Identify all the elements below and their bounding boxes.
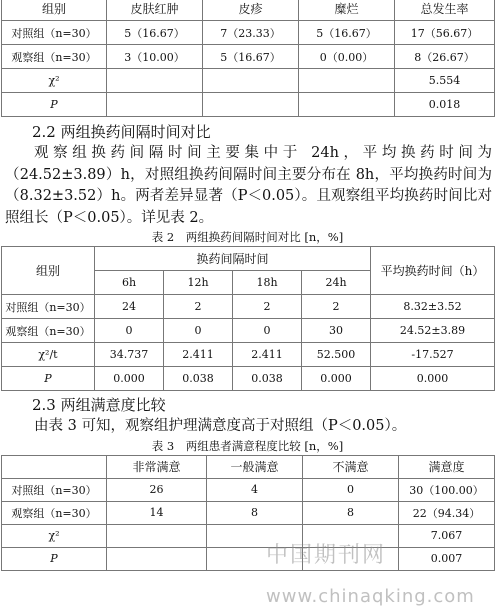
table-3-header-cell <box>2 455 107 478</box>
table-row <box>2 524 495 547</box>
table-cell: -17.527 <box>371 343 495 367</box>
table-cell: 0.000 <box>371 367 495 391</box>
table-cell: 0.000 <box>95 367 164 391</box>
table-3-header-cell: 非常满意 <box>107 455 207 478</box>
table-cell: 8.32±3.52 <box>371 295 495 319</box>
table-row <box>2 93 495 117</box>
table-cell: 2 <box>164 295 233 319</box>
table-cell: 26 <box>107 478 207 501</box>
table-row <box>2 547 495 570</box>
table-1-header-cell: 糜烂 <box>299 0 395 21</box>
table-cell: 5（16.67） <box>107 21 203 45</box>
table-2-subheader: 6h <box>95 271 164 295</box>
table-3-header-row <box>2 455 495 478</box>
table-1-header-cell: 总发生率 <box>395 0 495 21</box>
table-1-header-cell: 组别 <box>2 0 107 21</box>
table-cell: 观察组（n=30） <box>2 501 107 524</box>
table-3 <box>1 455 495 571</box>
table-1 <box>1 0 495 117</box>
table-2-header-row <box>2 247 495 271</box>
table-2-subheader: 12h <box>164 271 233 295</box>
table-cell: 0.000 <box>302 367 371 391</box>
table-row <box>2 295 495 319</box>
table-cell: 22（94.34） <box>399 501 495 524</box>
table-2-subheader: 24h <box>302 271 371 295</box>
table-cell: 5（16.67） <box>299 21 395 45</box>
table-cell: 2.411 <box>233 343 302 367</box>
chi-square-value: 5.554 <box>395 69 495 93</box>
table-cell: 52.500 <box>302 343 371 367</box>
p-value: 0.018 <box>395 93 495 117</box>
table-row <box>2 21 495 45</box>
table-cell: 观察组（n=30） <box>2 45 107 69</box>
chi-t-label: χ²/t <box>2 343 95 367</box>
table-cell <box>203 69 299 93</box>
table-cell: 34.737 <box>95 343 164 367</box>
table-cell: 对照组（n=30） <box>2 295 95 319</box>
table-cell <box>107 547 207 570</box>
section-2-3-title: 2.3 两组满意度比较 <box>32 396 166 414</box>
table-cell: 30 <box>302 319 371 343</box>
table-2-avg-header: 平均换药时间（h） <box>371 247 495 295</box>
section-2-2-title: 2.2 两组换药间隔时间对比 <box>32 123 211 141</box>
table-cell: 8 <box>303 501 399 524</box>
table-cell <box>299 69 395 93</box>
chi-square-value: 7.067 <box>399 524 495 547</box>
table-cell: 0.038 <box>233 367 302 391</box>
table-row <box>2 319 495 343</box>
table-cell: 0（0.00） <box>299 45 395 69</box>
table-cell: 对照组（n=30） <box>2 478 107 501</box>
table-row <box>2 367 495 391</box>
table-1-header-cell: 皮疹 <box>203 0 299 21</box>
table-2-group-header: 组别 <box>2 247 95 295</box>
table-cell: 0 <box>233 319 302 343</box>
table-cell: 5（16.67） <box>203 45 299 69</box>
table-cell <box>207 524 303 547</box>
table-1-header-row <box>2 0 495 21</box>
table-cell: 24.52±3.89 <box>371 319 495 343</box>
table-3-header-cell: 不满意 <box>303 455 399 478</box>
table-cell: 0 <box>95 319 164 343</box>
p-label <box>2 93 107 117</box>
chi-square-label: χ² <box>2 69 107 93</box>
table-cell: 0.038 <box>164 367 233 391</box>
table-cell: 0 <box>164 319 233 343</box>
table-3-header-cell: 一般满意 <box>207 455 303 478</box>
table-cell: 24 <box>95 295 164 319</box>
table-2-caption: 表 2 两组换药间隔时间对比 [n，%] <box>151 230 344 244</box>
chi-square-label: χ² <box>2 524 107 547</box>
p-label <box>2 547 107 570</box>
table-3-header-cell: 满意度 <box>399 455 495 478</box>
table-cell: 2 <box>302 295 371 319</box>
table-2 <box>1 246 495 391</box>
p-label-text: P <box>44 372 52 385</box>
table-row <box>2 69 495 93</box>
table-cell: 4 <box>207 478 303 501</box>
table-3-caption: 表 3 两组患者满意程度比较 [n，%] <box>151 438 344 453</box>
table-cell: 2 <box>233 295 302 319</box>
table-cell <box>107 69 203 93</box>
p-label-text: P <box>50 552 58 565</box>
table-row <box>2 478 495 501</box>
table-2-subheader: 18h <box>233 271 302 295</box>
table-cell <box>107 524 207 547</box>
table-cell <box>299 93 395 117</box>
section-2-2-paragraph: 观察组换药间隔时间主要集中于 24h，平均换药时间为（24.52±3.89）h，对照组换药间隔时间主要分布在 8h，平均换药时间为（8.32±3.52）h。两者差异显著（P＜0.05）。且观察组平均换药时间比对照组长（P＜0.05）。详见表 2。 <box>5 145 492 226</box>
watermark-text: 中国期刊网 <box>266 543 387 568</box>
table-cell: 7（23.33） <box>203 21 299 45</box>
table-cell: 17（56.67） <box>395 21 495 45</box>
table-cell: 8（26.67） <box>395 45 495 69</box>
table-row <box>2 501 495 524</box>
p-label-text: P <box>50 98 58 111</box>
table-cell <box>303 547 399 570</box>
table-cell: 观察组（n=30） <box>2 319 95 343</box>
table-cell: 0 <box>303 478 399 501</box>
p-label <box>2 367 95 391</box>
table-cell: 30（100.00） <box>399 478 495 501</box>
section-2-3-paragraph: 由表 3 可知，观察组护理满意度高于对照组（P＜0.05）。 <box>34 418 407 434</box>
table-cell: 14 <box>107 501 207 524</box>
table-cell <box>207 547 303 570</box>
table-cell: 8 <box>207 501 303 524</box>
table-row <box>2 343 495 367</box>
table-2-interval-header: 换药间隔时间 <box>95 247 371 271</box>
table-cell <box>203 93 299 117</box>
table-cell: 对照组（n=30） <box>2 21 107 45</box>
table-1-header-cell: 皮肤红肿 <box>107 0 203 21</box>
table-cell: 3（10.00） <box>107 45 203 69</box>
table-row <box>2 45 495 69</box>
watermark-url: www.chinaqking.com <box>266 586 475 607</box>
table-cell <box>107 93 203 117</box>
table-cell <box>303 524 399 547</box>
table-cell: 2.411 <box>164 343 233 367</box>
p-value: 0.007 <box>399 547 495 570</box>
